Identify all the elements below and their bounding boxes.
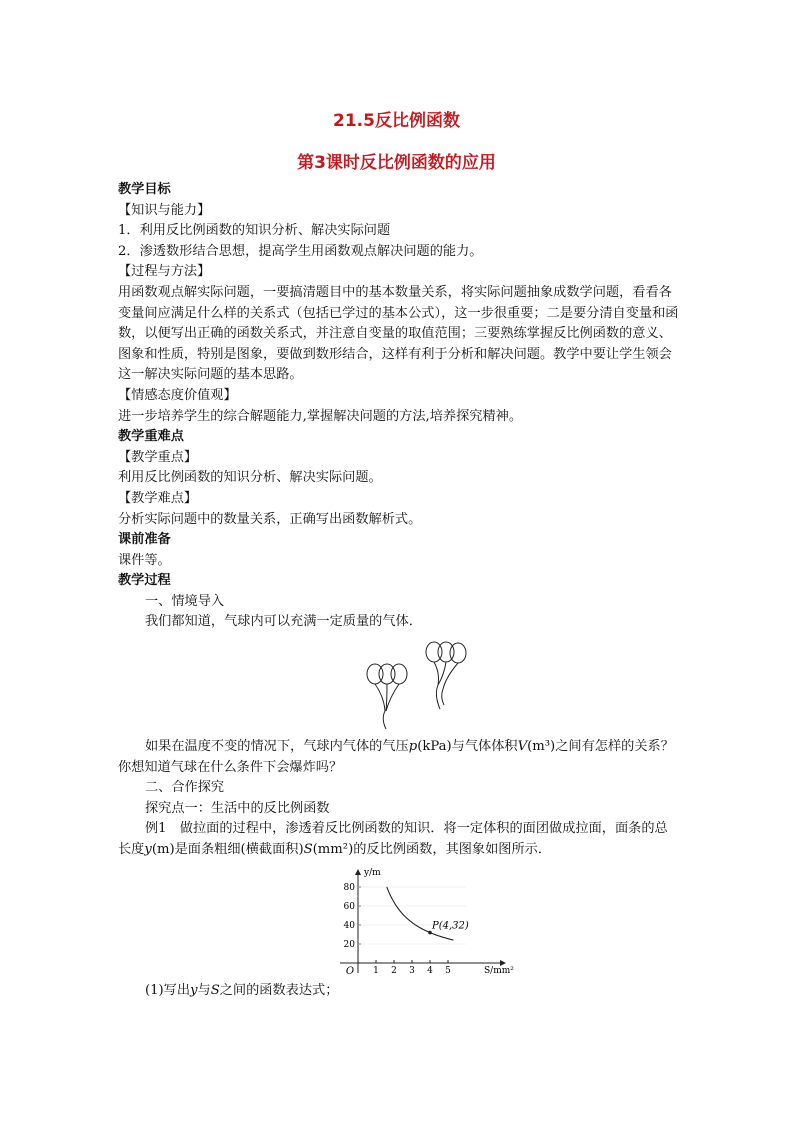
knowledge-item-2: 2．渗透数形结合思想，提高学生用函数观点解决问题的能力。 — [118, 243, 483, 259]
balloons-illustration — [358, 639, 478, 735]
question-1: (1)写出y与S之间的函数表达式； — [145, 982, 339, 998]
curve-series — [387, 887, 454, 940]
preparation-paragraph: 课件等。 — [118, 552, 171, 568]
knowledge-item-1: 1．利用反比例函数的知识分析、解决实际问题 — [118, 223, 391, 239]
key-paragraph: 利用反比例函数的知识分析、解决实际问题。 — [118, 470, 382, 486]
heading-teaching-goals: 教学目标 — [118, 182, 171, 197]
subheading-knowledge: 【知识与能力】 — [118, 202, 211, 218]
difficulty-paragraph: 分析实际问题中的数量关系，正确写出函数解析式。 — [118, 511, 422, 527]
inverse-function-chart — [326, 867, 516, 977]
heading-key-difficult: 教学重难点 — [118, 429, 184, 445]
document-title: 21.5反比例函数 — [333, 111, 460, 131]
x-tick-label: 1 — [373, 965, 379, 976]
y-axis-label: y/m — [364, 867, 381, 878]
emotion-paragraph: 进一步培养学生的综合解题能力,掌握解决问题的方法,培养探究精神。 — [118, 408, 523, 424]
x-axis-label: S/mm² — [484, 965, 514, 976]
balloon-question: 如果在温度不变的情况下，气球内气体的气压p(kPa)与气体体积V(m³)之间有怎样的关系？你想知道气球在什么条件下会爆炸吗？ — [118, 739, 674, 775]
process-paragraph: 用函数观点解实际问题，一要搞清题目中的基本数量关系，将实际问题抽象成数学问题，看看各变量间应满足什么样的关系式（包括已学过的基本公式），这一步很重要；二是要分清自变量和函数，以便写出正确的函数关系式，并注意自变量的取值范围；三要熟练掌握反比例函数的意义、图象和性质，特别是图象，要做到数形结合，这样有利于分析和解决问题。教学中要让学生领会这一解决实际问题的基本思路。 — [118, 284, 679, 383]
inquiry-point-1: 探究点一：生活中的反比例函数 — [145, 800, 330, 816]
lesson-title: 第3课时反比例函数的应用 — [297, 153, 496, 173]
x-tick-label: 3 — [409, 965, 415, 976]
section-cooperative-inquiry: 二、合作探究 — [145, 780, 225, 796]
section-situation-intro: 一、情境导入 — [145, 593, 225, 609]
y-tick-label: 80 — [343, 882, 355, 893]
y-tick-label: 40 — [343, 920, 355, 931]
subheading-difficulty: 【教学难点】 — [118, 490, 198, 506]
y-tick-label: 60 — [343, 901, 355, 912]
x-tick-label: 4 — [427, 965, 433, 976]
subheading-key: 【教学重点】 — [118, 449, 198, 465]
y-tick-label: 20 — [343, 939, 355, 950]
document-body — [118, 180, 680, 1001]
intro-paragraph: 我们都知道，气球内可以充满一定质量的气体． — [145, 614, 422, 630]
heading-preparation: 课前准备 — [118, 532, 171, 548]
subheading-emotion: 【情感态度价值观】 — [118, 387, 237, 403]
subheading-process: 【过程与方法】 — [118, 264, 211, 280]
point-p-label: P(4,32) — [432, 920, 469, 932]
y-axis-arrow — [355, 869, 361, 875]
heading-teaching-process: 教学过程 — [118, 573, 171, 589]
origin-label: O — [345, 965, 355, 977]
example-1: 例1 做拉面的过程中，渗透着反比例函数的知识．将一定体积的面团做成拉面，面条的总长度y(m)是面条粗细(横截面积)S(mm²)的反比例函数，其图象如图所示． — [118, 821, 668, 858]
x-tick-label: 2 — [391, 965, 397, 976]
x-tick-label: 5 — [445, 965, 451, 976]
